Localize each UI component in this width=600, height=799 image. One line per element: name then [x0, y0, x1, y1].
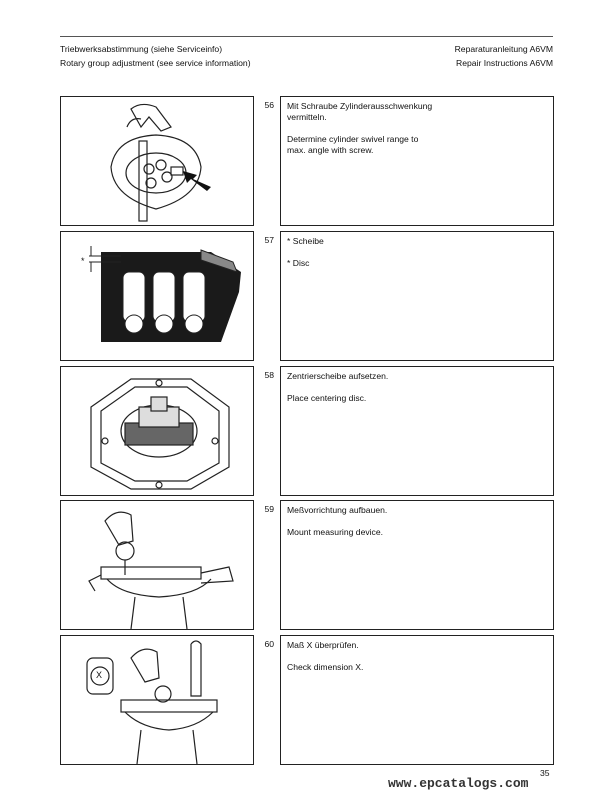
step-56 — [60, 96, 553, 226]
instruction-de: Zentrierscheibe aufsetzen. — [287, 371, 389, 381]
instruction-en: Check dimension X. — [287, 662, 364, 672]
step-58 — [60, 366, 553, 496]
instruction-de: Meßvorrichtung aufbauen. — [287, 505, 388, 515]
measuring-device-illustration — [61, 501, 253, 629]
step-number: 56 — [264, 100, 274, 110]
step-60 — [60, 635, 553, 765]
cylinder-section-illustration — [61, 232, 253, 360]
watermark-url: www.epcatalogs.com — [388, 776, 529, 791]
instruction-de: * Scheibe — [287, 236, 324, 246]
step-56-illustration — [60, 96, 254, 226]
step-58-text-box — [280, 366, 554, 496]
header-left — [60, 42, 251, 70]
step-59-text-box — [280, 500, 554, 630]
step-60-illustration — [60, 635, 254, 765]
step-58-illustration — [60, 366, 254, 496]
header-title-de: Triebwerksabstimmung (siehe Serviceinfo) — [60, 44, 223, 54]
instruction-en: * Disc — [287, 258, 310, 268]
header-right — [455, 42, 553, 70]
instruction-en: Place centering disc. — [287, 393, 367, 403]
header-title-en: Rotary group adjustment (see service information) — [60, 58, 251, 68]
step-57 — [60, 231, 553, 361]
step-59 — [60, 500, 553, 630]
step-57-text-box — [280, 231, 554, 361]
header-rule — [60, 36, 553, 37]
centering-disc-illustration — [61, 367, 253, 495]
instruction-en: Determine cylinder swivel range to max. angle with screw. — [287, 134, 419, 155]
page-number: 35 — [540, 768, 550, 778]
step-number: 59 — [264, 504, 274, 514]
disc-marker: * — [81, 256, 85, 266]
dimension-check-illustration — [61, 636, 253, 764]
instruction-de: Maß X überprüfen. — [287, 640, 359, 650]
step-60-text-box — [280, 635, 554, 765]
step-number: 60 — [264, 639, 274, 649]
swivel-screw-illustration — [61, 97, 253, 225]
dimension-x-gauge-label: X — [96, 670, 103, 680]
step-number: 57 — [264, 235, 274, 245]
step-56-text-box — [280, 96, 554, 226]
step-57-illustration — [60, 231, 254, 361]
step-59-illustration — [60, 500, 254, 630]
step-number: 58 — [264, 370, 274, 380]
header-manual-de: Reparaturanleitung A6VM — [454, 44, 553, 54]
header-manual-en: Repair Instructions A6VM — [456, 58, 553, 68]
instruction-de: Mit Schraube Zylinderausschwenkung vermitteln. — [287, 101, 433, 122]
instruction-en: Mount measuring device. — [287, 527, 384, 537]
